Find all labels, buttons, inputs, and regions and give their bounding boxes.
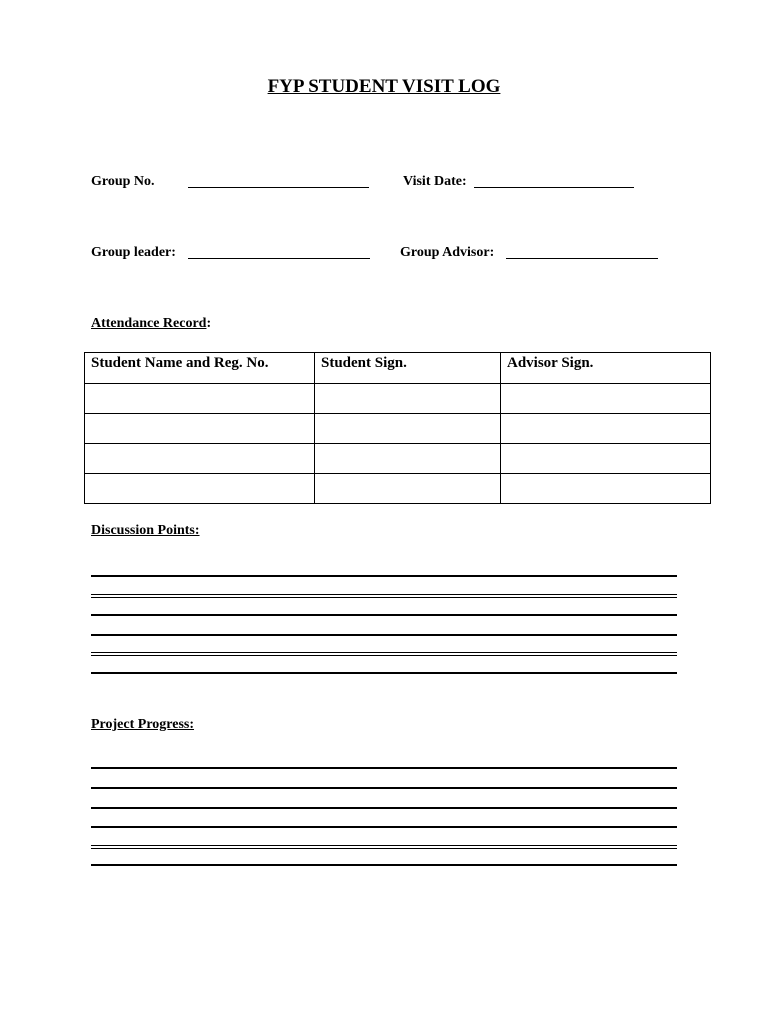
discussion-points-heading: Discussion Points: (91, 523, 200, 538)
column-header-student-sign: Student Sign. (315, 353, 501, 384)
group-no-field[interactable] (188, 187, 369, 188)
advisor-sign-cell[interactable] (501, 444, 711, 474)
advisor-sign-cell[interactable] (501, 414, 711, 444)
page-title: FYP STUDENT VISIT LOG (267, 76, 501, 97)
discussion-line[interactable] (91, 614, 677, 616)
progress-line[interactable] (91, 807, 677, 809)
student-sign-cell[interactable] (315, 474, 501, 504)
attendance-record-heading-text: Attendance Record (91, 316, 207, 331)
discussion-line[interactable] (91, 652, 677, 656)
advisor-sign-cell[interactable] (501, 384, 711, 414)
progress-line[interactable] (91, 864, 677, 866)
column-header-advisor-sign: Advisor Sign. (501, 353, 711, 384)
advisor-sign-cell[interactable] (501, 474, 711, 504)
discussion-line[interactable] (91, 672, 677, 674)
table-row (85, 414, 711, 444)
student-sign-cell[interactable] (315, 414, 501, 444)
progress-line[interactable] (91, 767, 677, 769)
student-sign-cell[interactable] (315, 444, 501, 474)
table-row (85, 384, 711, 414)
progress-line[interactable] (91, 787, 677, 789)
progress-line[interactable] (91, 826, 677, 828)
attendance-record-heading-colon: : (206, 316, 212, 331)
discussion-line[interactable] (91, 594, 677, 598)
progress-line[interactable] (91, 845, 677, 849)
group-advisor-field[interactable] (506, 258, 658, 259)
student-sign-cell[interactable] (315, 384, 501, 414)
visit-date-label: Visit Date: (403, 174, 467, 189)
group-leader-field[interactable] (188, 258, 370, 259)
student-name-cell[interactable] (85, 444, 315, 474)
student-name-cell[interactable] (85, 384, 315, 414)
discussion-line[interactable] (91, 575, 677, 577)
project-progress-heading: Project Progress: (91, 717, 195, 732)
group-leader-label: Group leader: (91, 245, 176, 260)
discussion-line[interactable] (91, 634, 677, 636)
table-row (85, 474, 711, 504)
table-row (85, 444, 711, 474)
student-name-cell[interactable] (85, 474, 315, 504)
student-name-cell[interactable] (85, 414, 315, 444)
attendance-header-row (85, 353, 711, 384)
group-no-label: Group No. (91, 174, 155, 189)
attendance-record-heading (91, 315, 211, 333)
column-header-student-name: Student Name and Reg. No. (85, 353, 315, 384)
visit-date-field[interactable] (474, 187, 634, 188)
attendance-table (84, 352, 711, 504)
group-advisor-label: Group Advisor: (400, 245, 495, 260)
